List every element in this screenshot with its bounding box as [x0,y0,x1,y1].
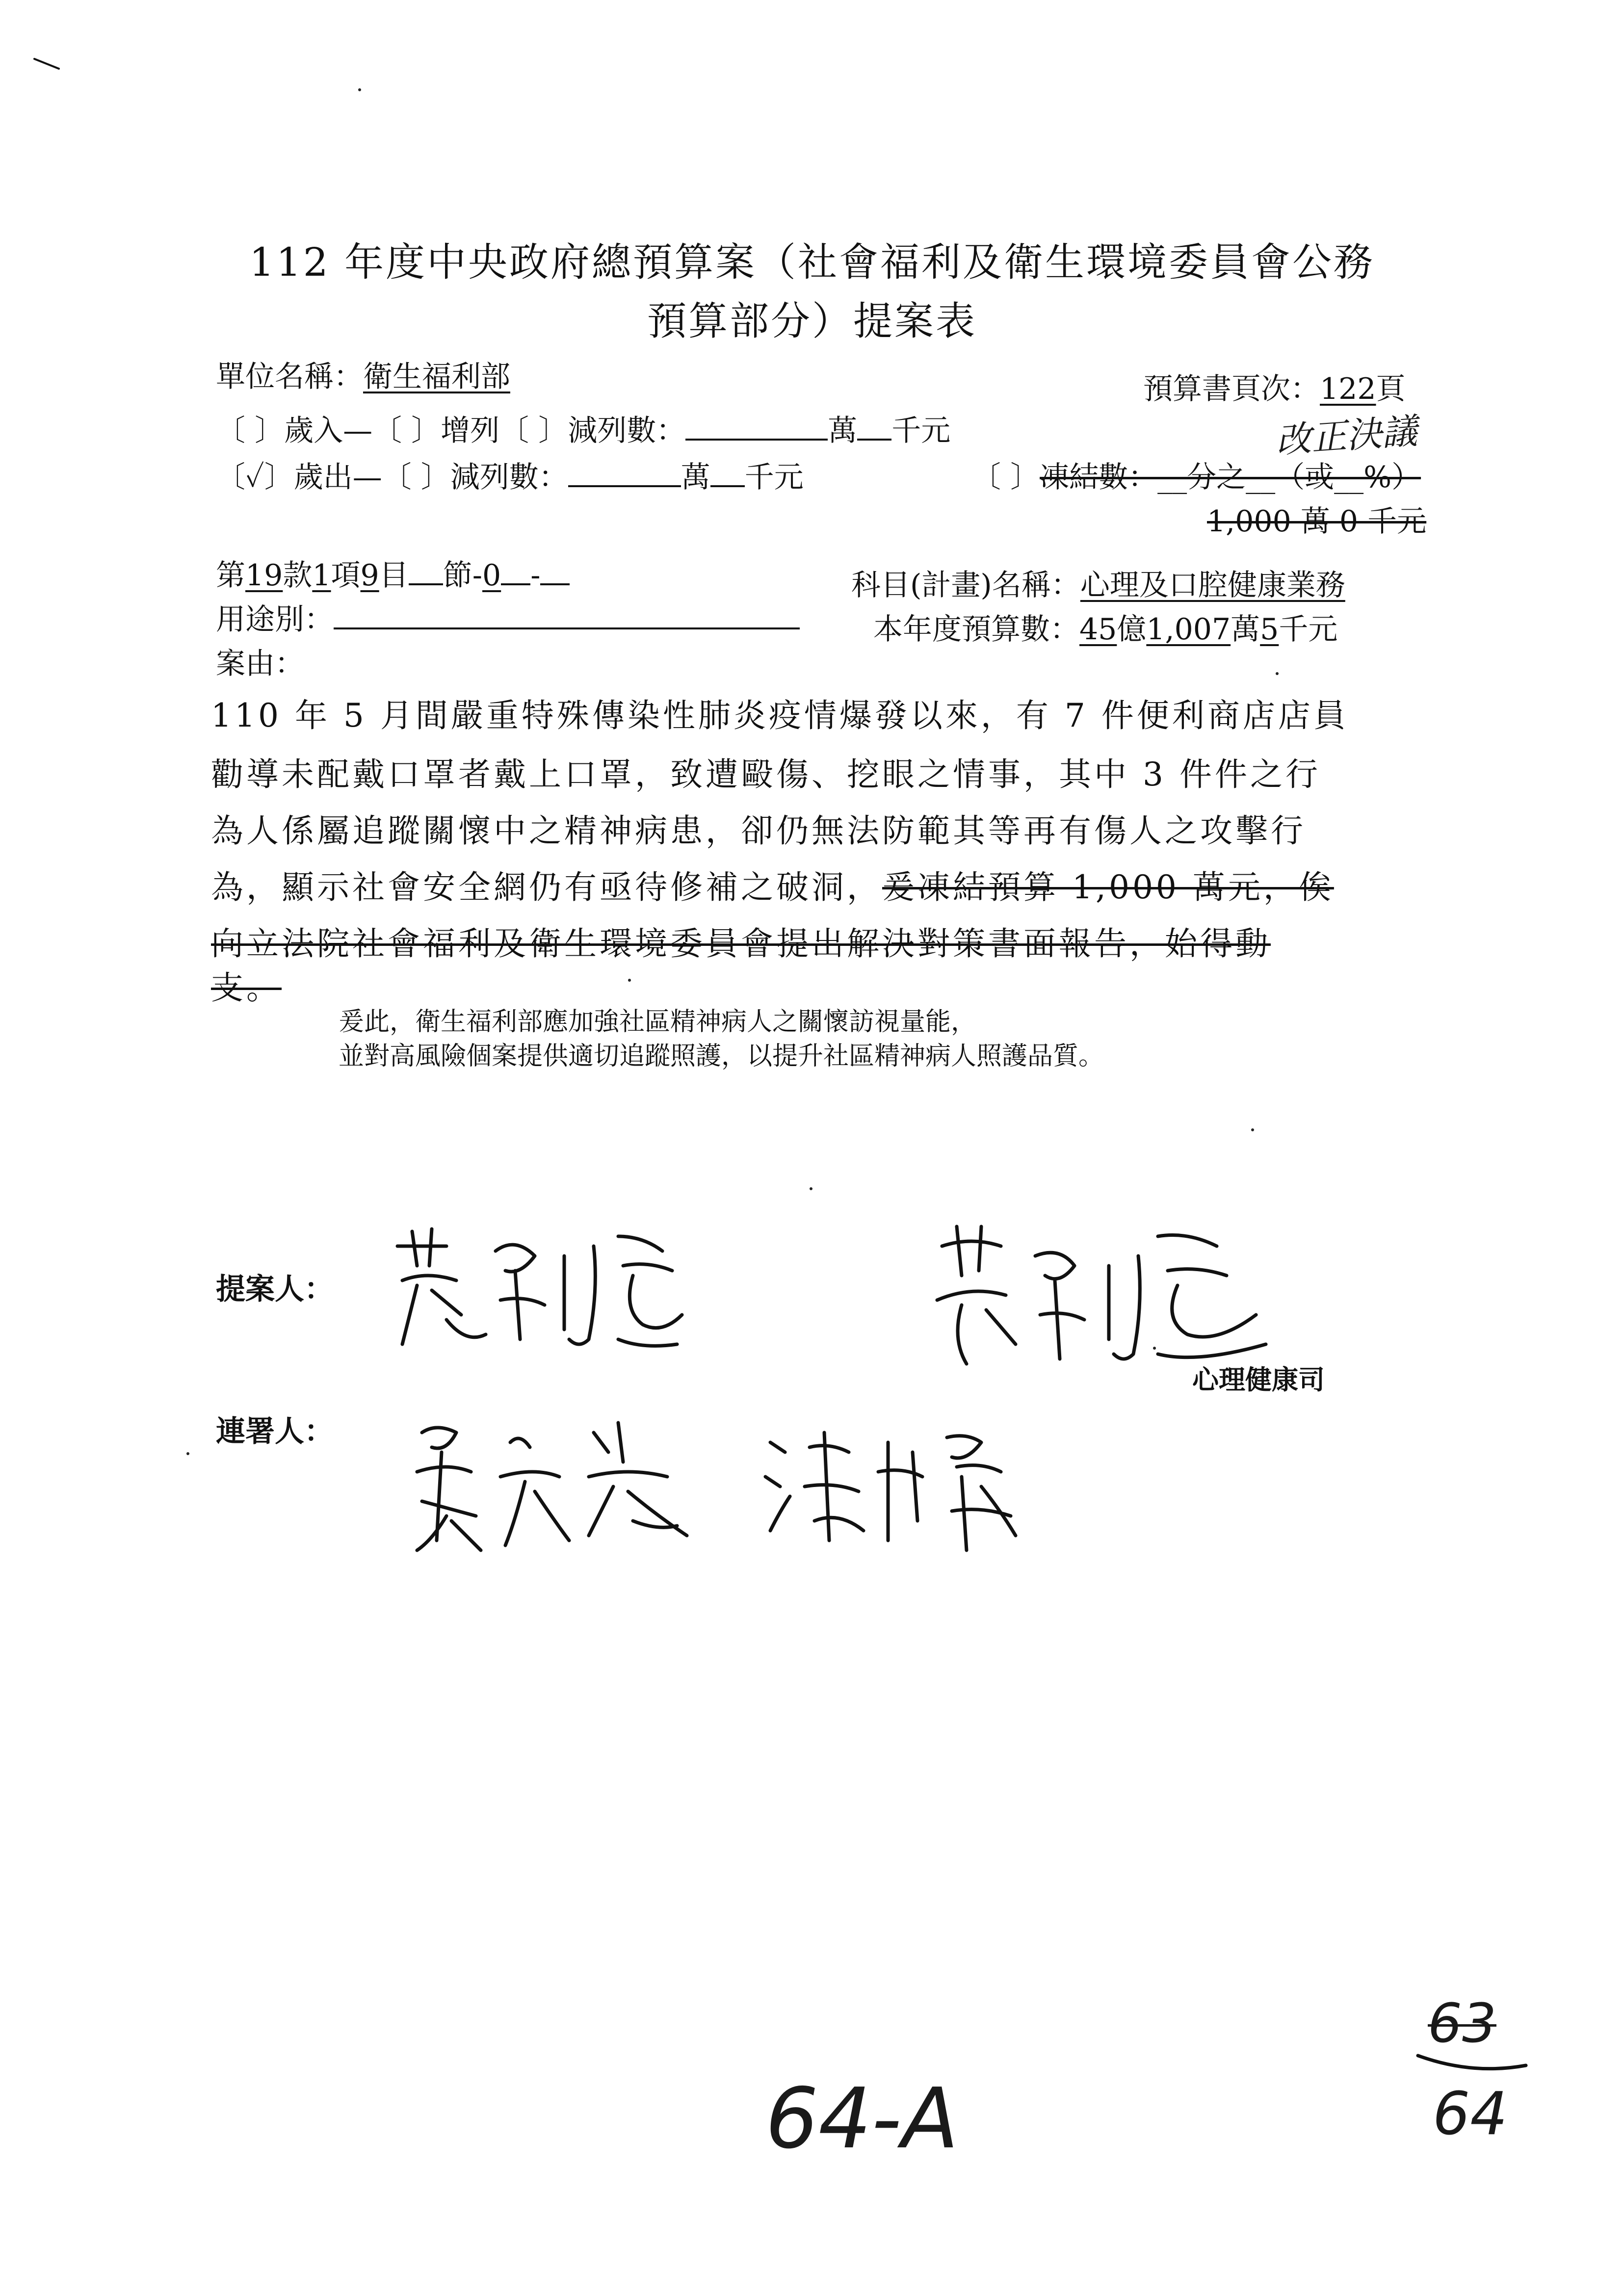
cosigner-signature-1 [402,1403,707,1560]
unit-label: 單位名稱： [216,360,363,394]
sub-dash: - [530,558,541,593]
page-ref-label: 預算書頁次： [1143,372,1320,406]
expenditure-text: 〔✓〕歲出—〔 〕減列數： [216,460,568,495]
scan-speck [810,1187,812,1190]
budget-yi-value: 45 [1079,612,1117,647]
kuan-number: 19 [245,558,283,593]
jie-value: 0 [482,558,501,593]
form-title-line1: 112 年度中央政府總預算案（社會福利及衛生環境委員會公務 [249,239,1375,285]
mu-label: 目 [379,558,409,593]
subject-row [851,562,1345,604]
usage-label: 用途別： [216,602,334,637]
freeze-amount-struck: 1,000 萬 0 千元 [1207,504,1427,539]
budget-wan-value: 1,007 [1146,612,1231,647]
cosigner-label: 連署人： [216,1414,334,1449]
amendment-line2: 並對高風險個案提供適切追蹤照護，以提升社區精神病人照護品質。 [339,1042,1104,1070]
revenue-wan: 萬 [828,414,858,448]
revenue-qian: 千元 [891,414,951,448]
sub-blank-1 [501,583,530,585]
scan-speck [1153,1347,1156,1350]
form-title-line2: 預算部分）提案表 [647,298,977,344]
handwritten-page-id: 64-A [765,2070,959,2167]
case-body-line6-struck: 支。 [211,969,282,1007]
page-number-old [1428,1992,1496,2055]
budget-qian-label: 千元 [1279,612,1338,647]
revenue-amount-blank [685,439,828,441]
department-signature [922,1217,1276,1379]
freeze-row [971,454,1421,496]
expenditure-amount-blank [568,485,681,487]
usage-blank [334,627,800,629]
unit-value: 衛生福利部 [363,360,510,394]
sub-blank-2 [540,583,570,585]
case-body-line4 [211,861,1334,908]
budget-row [873,606,1337,648]
revenue-qian-blank [857,439,891,441]
scan-mark [29,49,98,78]
case-body-line4-plain: 為，顯示社會安全網仍有亟待修補之破洞， [211,868,882,906]
department-stamp: 心理健康司 [1192,1364,1325,1395]
xiang-number: 1 [312,558,331,593]
amendment-line1: 爰此，衛生福利部應加強社區精神病人之關懷訪視量能， [339,1008,977,1036]
scan-speck [358,88,361,91]
di-label: 第 [216,558,245,593]
jie-blank [409,583,443,585]
classification-row [216,552,570,594]
case-body-line2: 勸導未配戴口罩者戴上口罩，致遭毆傷、挖眼之情事，其中 3 件件之行 [211,756,1321,793]
budget-label: 本年度預算數： [873,612,1079,647]
subject-value: 心理及口腔健康業務 [1080,568,1345,602]
cosigner-signature-2 [756,1413,1030,1560]
subject-label: 科目(計畫)名稱： [851,568,1080,602]
case-body-line4-struck: 爰凍結預算 1,000 萬元，俟 [882,868,1334,906]
case-body-line6 [211,962,282,1008]
freeze-prefix: 〔 〕 [971,460,1040,495]
jie-label: 節- [443,558,483,593]
case-body-line1: 110 年 5 月間嚴重特殊傳染性肺炎疫情爆發以來，有 7 件便利商店店員 [211,697,1349,734]
page-ref [1143,365,1406,408]
page-ref-value: 122 [1320,372,1376,406]
page-number-old-struck: 63 [1428,1992,1496,2055]
case-body-line5-struck: 向立法院社會福利及衛生環境委員會提出解決對策書面報告，始得動 [211,925,1271,963]
expenditure-row [216,454,804,496]
handwritten-amend-note: 改正決議 [1274,410,1419,461]
budget-wan-label: 萬 [1231,612,1260,647]
page-number-new: 64 [1433,2080,1508,2148]
freeze-amount [1207,498,1426,540]
scan-speck [186,1452,189,1455]
unit-row [216,353,510,395]
mu-number: 9 [360,558,379,593]
budget-yi-label: 億 [1117,612,1147,647]
revenue-row [216,407,950,449]
scan-speck [1251,1128,1254,1131]
proposer-label: 提案人： [216,1272,334,1306]
kuan-label: 款 [283,558,313,593]
page-number-strike-mark [1413,2046,1531,2080]
expenditure-qian: 千元 [744,460,804,495]
page-ref-suffix: 頁 [1376,372,1406,406]
budget-qian-value: 5 [1260,612,1279,647]
scan-speck [1276,672,1279,675]
expenditure-qian-blank [710,485,745,487]
expenditure-wan: 萬 [681,460,710,495]
case-label: 案由： [216,647,304,681]
revenue-text: 〔 〕歲入—〔 〕增列〔 〕減列數： [216,414,686,448]
usage-row [216,596,800,638]
freeze-ratio-struck: 凍結數：__分之__（或__%） [1040,460,1421,495]
scan-speck [628,979,631,982]
case-body-line3: 為人係屬追蹤關懷中之精神病患，卻仍無法防範其等再有傷人之攻擊行 [211,812,1306,850]
case-body-line5 [211,917,1271,964]
proposer-signature [388,1217,692,1364]
xiang-label: 項 [331,558,361,593]
